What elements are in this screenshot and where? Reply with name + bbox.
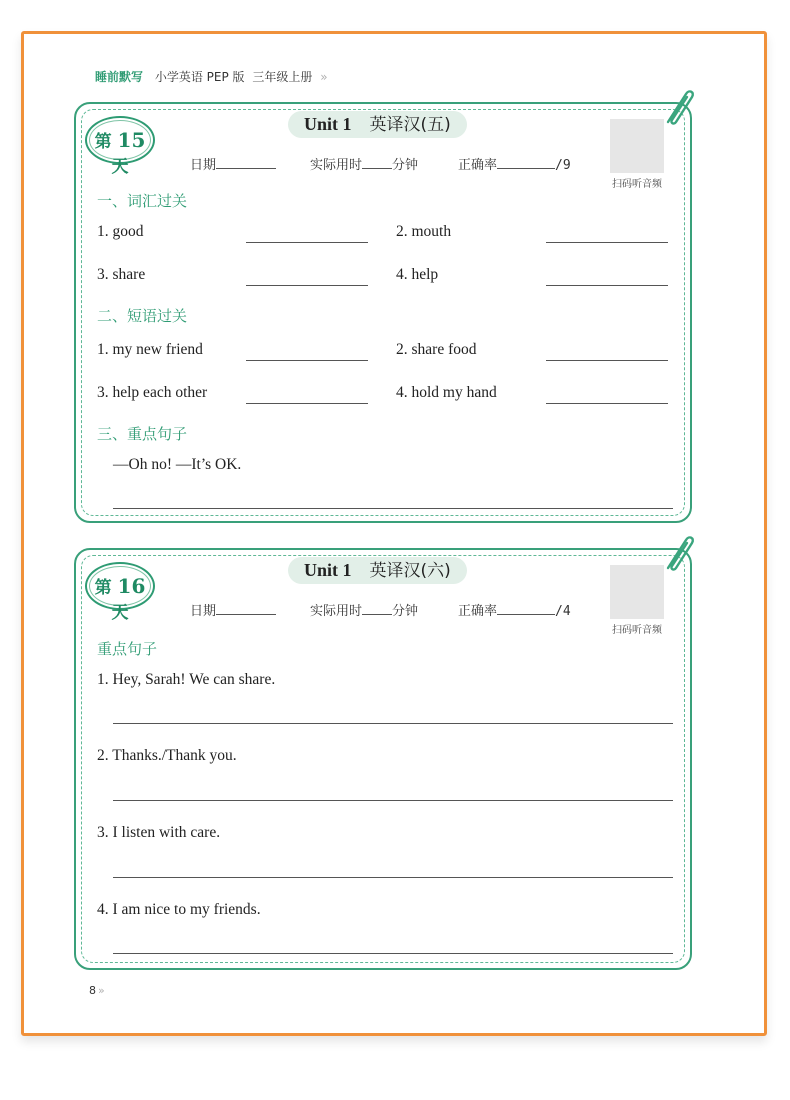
time-field	[310, 154, 418, 173]
date-field	[190, 600, 276, 619]
date-label: 日期	[190, 604, 217, 619]
answer-line[interactable]	[246, 285, 368, 286]
qr-code[interactable]	[610, 119, 664, 173]
accuracy-field	[458, 600, 571, 619]
day-label	[85, 127, 155, 177]
day-badge	[85, 116, 157, 177]
answer-line[interactable]	[246, 403, 368, 404]
accuracy-label: 正确率	[458, 158, 498, 173]
day-prefix: 第	[94, 578, 112, 598]
sentence-item-4: 4. I am nice to my friends.	[97, 901, 261, 918]
answer-line[interactable]	[546, 242, 668, 243]
double-chevron-icon: »	[320, 70, 328, 84]
date-blank[interactable]	[216, 602, 276, 615]
answer-line[interactable]	[113, 800, 673, 801]
worksheet-card-day-15	[74, 102, 692, 523]
paperclip-icon	[662, 534, 696, 574]
accuracy-total: /4	[555, 604, 571, 619]
accuracy-blank[interactable]	[497, 156, 555, 169]
book-label: 小学英语 PEP 版	[154, 70, 245, 84]
vocab-item-3: 3. share	[97, 266, 146, 283]
answer-line[interactable]	[113, 723, 673, 724]
day-number: 16	[117, 574, 146, 598]
phrase-item-3: 3. help each other	[97, 384, 208, 401]
sentence-item-1: 1. Hey, Sarah! We can share.	[97, 671, 276, 688]
accuracy-label: 正确率	[458, 604, 498, 619]
accuracy-total: /9	[555, 158, 571, 173]
day-prefix: 第	[94, 132, 112, 152]
time-label: 实际用时	[310, 158, 363, 173]
time-unit: 分钟	[392, 604, 419, 619]
phrase-item-1: 1. my new friend	[97, 341, 203, 358]
page-number-value: 8	[89, 984, 96, 997]
sentence-item-3: 3. I listen with care.	[97, 824, 221, 841]
time-field	[310, 600, 418, 619]
section-heading-vocabulary: 一、词汇过关	[97, 192, 188, 210]
time-blank[interactable]	[362, 156, 392, 169]
day-badge	[85, 562, 157, 623]
answer-line[interactable]	[246, 360, 368, 361]
double-chevron-icon: »	[98, 984, 105, 997]
brand-label: 睡前默写	[95, 70, 144, 84]
phrase-item-4: 4. hold my hand	[396, 384, 497, 401]
date-label: 日期	[190, 158, 217, 173]
date-field	[190, 154, 276, 173]
answer-line[interactable]	[113, 508, 673, 509]
time-label: 实际用时	[310, 604, 363, 619]
day-suffix: 天	[111, 157, 129, 177]
day-suffix: 天	[111, 603, 129, 623]
section-heading-phrases: 二、短语过关	[97, 307, 188, 325]
answer-line[interactable]	[546, 285, 668, 286]
sentence-item-1: —Oh no! —It’s OK.	[113, 456, 242, 473]
title-label: 英译汉(六)	[369, 561, 451, 581]
grade-label: 三年级上册	[252, 70, 313, 84]
vocab-item-2: 2. mouth	[396, 223, 452, 240]
unit-label: Unit 1	[304, 560, 352, 580]
time-unit: 分钟	[392, 158, 419, 173]
qr-code[interactable]	[610, 565, 664, 619]
answer-line[interactable]	[113, 877, 673, 878]
time-blank[interactable]	[362, 602, 392, 615]
date-blank[interactable]	[216, 156, 276, 169]
answer-line[interactable]	[113, 953, 673, 954]
vocab-item-1: 1. good	[97, 223, 144, 240]
day-number: 15	[117, 128, 146, 152]
qr-label: 扫码听音频	[612, 179, 662, 190]
section-heading-sentences: 三、重点句子	[97, 425, 188, 443]
sentence-item-2: 2. Thanks./Thank you.	[97, 747, 237, 764]
section-heading-sentences: 重点句子	[97, 640, 158, 658]
accuracy-blank[interactable]	[497, 602, 555, 615]
answer-line[interactable]	[546, 360, 668, 361]
qr-label: 扫码听音频	[612, 625, 662, 636]
paperclip-icon	[662, 88, 696, 128]
page-number	[89, 984, 105, 997]
card-title	[288, 557, 467, 584]
worksheet-card-day-16	[74, 548, 692, 970]
phrase-item-2: 2. share food	[396, 341, 477, 358]
answer-line[interactable]	[546, 403, 668, 404]
unit-label: Unit 1	[304, 114, 352, 134]
day-label	[85, 573, 155, 623]
vocab-item-4: 4. help	[396, 266, 439, 283]
answer-line[interactable]	[246, 242, 368, 243]
title-label: 英译汉(五)	[369, 115, 451, 135]
card-title	[288, 111, 467, 138]
accuracy-field	[458, 154, 571, 173]
running-header	[95, 68, 328, 85]
